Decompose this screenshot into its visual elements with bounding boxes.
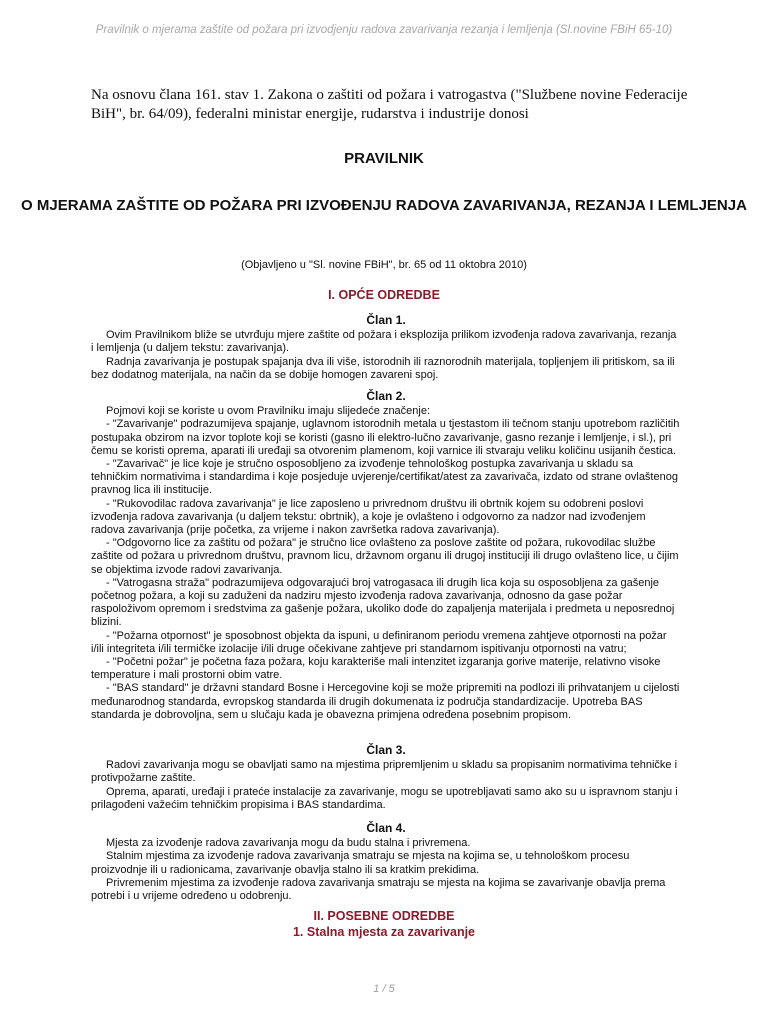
article-1 [91,314,681,382]
article-heading: Član 4. [366,821,406,835]
subsection-heading: 1. Stalna mjesta za zavarivanje [292,925,476,939]
definition-paragraph: - "Vatrogasna straža" podrazumijeva odgovarajući broj vatrogasaca ili drugih lica koja su osposobljena za gašenje početnog požara, a koji su zaduženi da nadziru mjesto izvođenja radova zavarivanja, odnosno da gase požar raspoloživom opremom i sredstvima za gašenje požara, ukoliko dođe do zapaljenja materijala i predmeta u neposrednoj blizini. [91,576,675,629]
page-number: 1 / 5 [373,983,395,995]
publication-note: (Objavljeno u "Sl. novine FBiH", br. 65 od 11 oktobra 2010) [241,259,527,271]
definition-paragraph: - "Požarna otpornost" je sposobnost objekta da ispuni, u definiranom periodu vremena zahtjeve otpornosti na požar i/ili integriteta i/ili termičke izolacije i/ili druge očekivane zahtjeve pri standarnom ispitivanju otpornosti na vatru; [91,629,667,655]
section-heading-general: I. OPĆE ODREDBE [328,288,440,302]
article-paragraph: Ovim Pravilnikom bliže se utvrđuju mjere zaštite od požara i eksplozija prilikom izvođenja radova zavarivanja, rezanja i lemljenja (u daljem tekstu: zavarivanja). [91,329,677,355]
article-heading: Član 1. [366,313,406,327]
article-paragraph: Privremenim mjestima za izvođenje radova zavarivanja smatraju se mjesta na kojima se zavarivanje obavlja prema potrebi i u vrijeme određeno u odobrenju. [91,876,666,903]
preamble-text: Na osnovu člana 161. stav 1. Zakona o zaštiti od požara i vatrogastva ("Službene novine Federacije BiH", br. 64/09), federalni ministar energije, rudarstva i industrije donosi [91,87,688,122]
article-3 [91,744,681,812]
definition-paragraph: - "BAS standard" je državni standard Bosne i Hercegovine koji se može pripremiti na podlozi ili prihvatanjem u cijelosti međunarodnog standarda, evropskog standarda ili drugih dokumenata iz područja standardizacije. Upotreba BAS standarda je dobrovoljna, sem u slučaju kada je obavezna primjena određena posebnim propisom. [91,682,680,721]
document-title: PRAVILNIK [344,150,424,167]
article-paragraph: Pojmovi koji se koriste u ovom Pravilniku imaju slijedeće značenje: [106,405,431,418]
article-2 [91,390,681,722]
definition-paragraph: - "Početni požar" je početna faza požara, koju karakteriše mali intenzitet izgaranja gorive materije, relativno visoke temperature i mali prostorni obim vatre. [91,656,661,682]
article-paragraph: Radnja zavarivanja je postupak spajanja dva ili više, istorodnih ili raznorodnih materijala, topljenjem ili pritiskom, sa ili bez dodatnog materijala, na način da se dobije homogen zavareni spoj. [91,355,675,381]
document-header: Pravilnik o mjerama zaštite od požara pri izvodjenju radova zavarivanja rezanja i lemljenja (Sl.novine FBiH 65-10) [95,24,673,36]
article-paragraph: Stalnim mjestima za izvođenje radova zavarivanja smatraju se mjesta na kojima se, u tehnološkom procesu proizvodnje ili u radionicama, zavarivanje obavlja stalno ili sa kratkim prekidima. [91,850,630,876]
definition-paragraph: - "Odgovorno lice za zaštitu od požara" je stručno lice ovlašteno za poslove zaštite od požara, rukovodilac službe zaštite od požara u privrednom društvu, pravnom licu, državnom organu ili drugoj instituciji ili drugo ovlašteno lice, u čijim se objektima izvode radovi zavarivanja. [91,537,679,576]
article-heading: Član 2. [366,389,406,403]
definition-paragraph: - "Rukovodilac radova zavarivanja" je lice zaposleno u privrednom društvu ili obrtnik kojem su odobreni poslovi izvođenja radova zavarivanja (u daljem tekstu: obrtnik), a koje je ovlašteno i odgovorno za nadzor nad izvođenjem radova zavarivanja (prije početka, za vrijeme i nakon završetka radova zavarivanja). [91,497,646,537]
definition-paragraph: - "Zavarivač" je lice koje je stručno osposobljeno za izvođenje tehnološkog postupka zavarivanja u skladu sa tehničkim normativima i standardima i koje posjeduje uvjerenje/certifikat/atest za zavarivača, izdato od strane ovlaštenog pravnog lica ili institucije. [91,458,678,497]
article-paragraph: Mjesta za izvođenje radova zavarivanja mogu da budu stalna i privremena. [106,837,471,850]
section-heading-special: II. POSEBNE ODREDBE [313,909,455,923]
article-heading: Član 3. [366,743,406,757]
definition-paragraph: - "Zavarivanje" podrazumijeva spajanje, uglavnom istorodnih metala u tjestastom ili tečnom stanju upotrebom različitih postupaka obzirom na izvor toplote koji se koristi (gasno ili elektro-lučno zavarivanje, gasno rezanje i lemljenje, i sl.), pri čemu se koristi oprema, aparati ili uređaji sa otvorenim plamenom, koji varnice ili stvaraju veliku količinu usijanih čestica. [91,418,680,457]
article-paragraph: Radovi zavarivanja mogu se obavljati samo na mjestima pripremljenim u skladu sa propisanim normativima tehničke i protivpožarne zaštite. [91,759,678,785]
article-paragraph: Oprema, aparati, uređaji i prateće instalacije za zavarivanje, mogu se upotrebljavati samo ako su u ispravnom stanju i prilagođeni važećim tehničkim propisima i BAS standardima. [91,785,678,811]
document-subtitle: O MJERAMA ZAŠTITE OD POŽARA PRI IZVOĐENJU RADOVA ZAVARIVANJA, REZANJA I LEMLJENJA [21,197,747,214]
article-4 [91,822,681,903]
